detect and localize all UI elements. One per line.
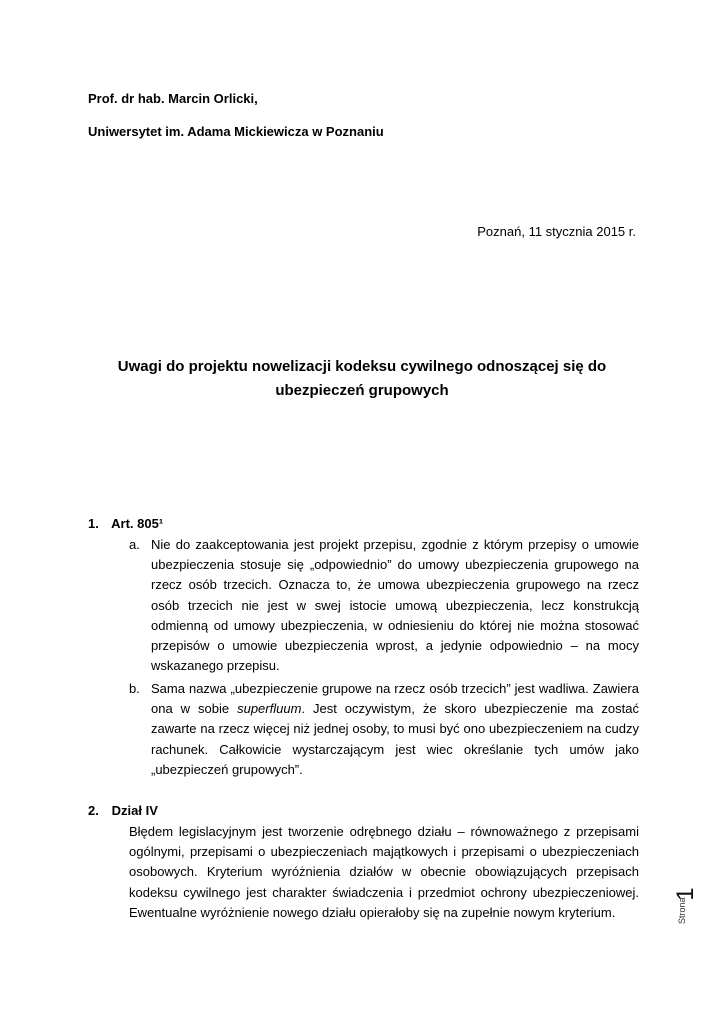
text-span: . Jest oczywistym, że skoro ubezpieczenie ma zostać zawarte na rzecz więcej niż jednej osoby, to musi być ono ubezpieczeniem na cudzy rachunek. Całkowicie wystarczającym jest wiec określanie tych umów jako „ubezpieczeń grupowych”. [151,701,640,777]
section-title: Art. 805¹ [111,516,164,531]
page-number-label [672,887,699,938]
section-2-heading [88,803,158,818]
italic-term: superfluum [237,701,302,717]
section-title: Dział IV [111,803,158,818]
author-affiliation: Uniwersytet im. Adama Mickiewicza w Poznaniu [88,124,384,139]
author-name: Prof. dr hab. Marcin Orlicki, [88,91,258,106]
page-number: 1 [672,887,699,901]
list-item-a [129,535,639,676]
list-item-b [129,679,639,780]
document-date: Poznań, 11 stycznia 2015 r. [477,224,636,239]
list-item-letter: b. [129,681,140,696]
section-number: 2. [88,803,99,818]
list-item-text: Nie do zaakceptowania jest projekt przepisu, zgodnie z którym przepisy o umowie ubezpieczenia stosuje się „odpowiednio” do umowy ubezpieczenia grupowego na rzecz osób trzecich. Oznacza to, że umowa ubezpieczenia grupowego na rzecz osób trzecich nie jest w swej istocie umową ubezpieczenia, lecz konstrukcją odmienną od umowy ubezpieczenia, w odniesieniu do której nie można stosować przepisów o umowie ubezpieczenia wprost, a jedynie odpowiednio – na mocy wskazanego przepisu. [151,537,639,674]
section-1-heading [88,516,163,531]
list-item-letter: a. [129,537,140,552]
list-item-text [151,679,639,780]
section-2-paragraph: Błędem legislacyjnym jest tworzenie odrębnego działu – równoważnego z przepisami ogólnymi, przepisami o ubezpieczeniach majątkowych i przepisami o ubezpieczeniach osobowych. Kryterium wyróżnienia działów w obecnie obowiązujących przepisach kodeksu cywilnego jest charakter świadczenia i przedmiot ochrony ubezpieczeniowej. Ewentualne wyróżnienie nowego działu opierałoby się na zupełnie nowym kryterium. [129,824,639,920]
page-label-text: Strona [677,897,687,924]
document-title [88,355,636,403]
text-span: Sama nazwa „ubezpieczenie grupowe na rzecz osób trzecich” jest wadliwa. Zawiera ona w sobie [151,681,639,717]
title-line-2: ubezpieczeń grupowych [275,382,449,399]
title-line-1: Uwagi do projektu nowelizacji kodeksu cywilnego odnoszącej się do [117,358,607,375]
section-number: 1. [88,516,99,531]
